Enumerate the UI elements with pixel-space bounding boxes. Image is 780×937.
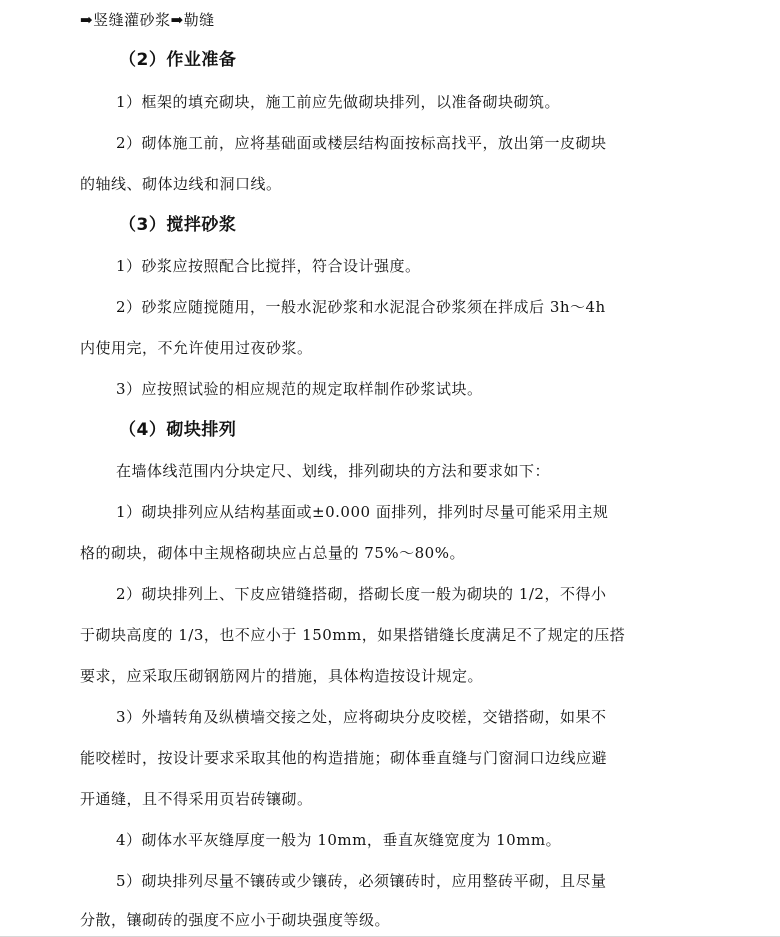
paragraph-masonry-layout-line2: 的轴线、砌体边线和洞口线。 [80, 175, 282, 193]
paragraph-arrangement-rule1-line2: 格的砌块，砌体中主规格砌块应占总量的 75%～80%。 [80, 544, 465, 562]
section-heading-block-arrangement: （4）砌块排列 [119, 420, 237, 440]
process-flow-line: ➡竖缝灌砂浆➡勒缝 [80, 11, 215, 29]
paragraph-arrangement-rule3-line3: 开通缝，且不得采用页岩砖镶砌。 [80, 790, 313, 808]
paragraph-mortar-test-block: 3）应按照试验的相应规范的规定取样制作砂浆试块。 [116, 380, 483, 398]
paragraph-arrangement-rule1-line1: 1）砌块排列应从结构基面或±0.000 面排列，排列时尽量可能采用主规 [116, 503, 609, 521]
paragraph-frame-block-arrangement: 1）框架的填充砌块，施工前应先做砌块排列，以准备砌块砌筑。 [116, 93, 561, 111]
paragraph-arrangement-rule3-line2: 能咬槎时，按设计要求采取其他的构造措施；砌体垂直缝与门窗洞口边线应避 [80, 749, 608, 767]
paragraph-arrangement-rule2-line1: 2）砌块排列上、下皮应错缝搭砌，搭砌长度一般为砌块的 1/2，不得小 [116, 585, 607, 603]
paragraph-mortar-usage-line2: 内使用完，不允许使用过夜砂浆。 [80, 339, 313, 357]
paragraph-arrangement-rule2-line2: 于砌块高度的 1/3，也不应小于 150mm，如果搭错缝长度满足不了规定的压搭 [80, 626, 626, 644]
paragraph-arrangement-rule3-line1: 3）外墙转角及纵横墙交接之处，应将砌块分皮咬槎，交错搭砌，如果不 [116, 708, 607, 726]
paragraph-arrangement-rule2-line3: 要求，应采取压砌钢筋网片的措施，具体构造按设计规定。 [80, 667, 484, 685]
paragraph-arrangement-rule5-line2: 分散，镶砌砖的强度不应小于砌块强度等级。 [80, 911, 391, 929]
paragraph-mortar-usage-line1: 2）砂浆应随搅随用，一般水泥砂浆和水泥混合砂浆须在拌成后 3h～4h [116, 298, 606, 316]
paragraph-masonry-layout-line1: 2）砌体施工前，应将基础面或楼层结构面按标高找平，放出第一皮砌块 [116, 134, 607, 152]
section-heading-mortar-mixing: （3）搅拌砂浆 [119, 215, 237, 235]
paragraph-arrangement-rule4: 4）砌体水平灰缝厚度一般为 10mm，垂直灰缝宽度为 10mm。 [116, 831, 562, 849]
paragraph-arrangement-intro: 在墙体线范围内分块定尺、划线，排列砌块的方法和要求如下： [116, 462, 551, 480]
paragraph-arrangement-rule5-line1: 5）砌块排列尽量不镶砖或少镶砖，必须镶砖时，应用整砖平砌，且尽量 [116, 872, 607, 890]
section-heading-preparation: （2）作业准备 [119, 50, 237, 70]
paragraph-mortar-ratio: 1）砂浆应按照配合比搅拌，符合设计强度。 [116, 257, 421, 275]
